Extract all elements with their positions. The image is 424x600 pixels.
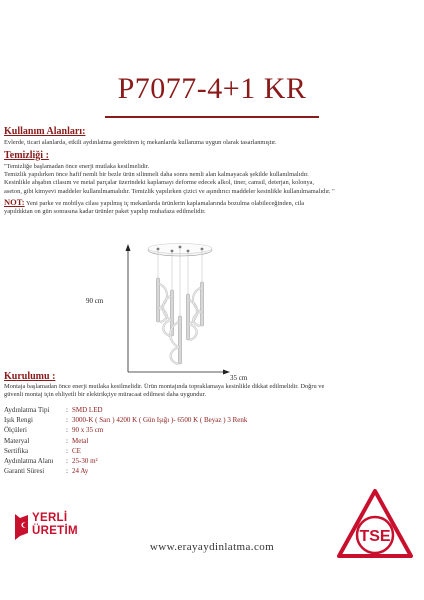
cleaning-line: Temizlik yapılırken önce hafif nemli bir bezle ürün silinmeli daha sonra nemli alan kalmayacak şekilde kullanılmalıdır.	[4, 171, 309, 179]
note-line: yapıldıktan on gün sonrasına kadar ürünler paket yapılıp muhafaza edilmelidir.	[4, 208, 206, 216]
spec-colon: :	[66, 406, 68, 414]
pendant-light	[163, 290, 174, 336]
spec-value: 25-30 m²	[72, 457, 98, 466]
pendant-light	[170, 316, 181, 364]
width-dimension-label: 35 cm	[230, 374, 248, 382]
spec-colon: :	[66, 457, 68, 466]
installation-text	[4, 383, 422, 399]
spec-label: Işık Rengi	[4, 416, 33, 425]
spec-label: Ölçüleri	[4, 426, 27, 435]
usage-heading: Kullanım Alanları:	[4, 126, 86, 137]
height-dimension-label: 90 cm	[86, 297, 104, 305]
cleaning-heading: Temizliği :	[4, 150, 49, 161]
title-underline	[105, 116, 319, 118]
height-arrow-top	[126, 244, 131, 251]
yerli-line: YERLİ	[32, 512, 68, 524]
spec-value: 3000-K ( Sarı ) 4200 K ( Gün Işığı )- 6500 K ( Beyaz ) 3 Renk	[72, 416, 248, 425]
product-title: P7077-4+1 KR	[117, 72, 307, 105]
note-line: Yeni parke ve mobilya cilası yapılmış iç mekanlarda ürünlerin kaplamalarında bozulma olabileceğinden, cila	[24, 200, 305, 207]
note-line-1	[4, 198, 422, 208]
spec-row	[4, 436, 247, 446]
spec-colon: :	[66, 467, 68, 476]
spec-value: SMD LED	[72, 406, 103, 414]
spec-row	[4, 456, 247, 466]
spec-row	[4, 466, 247, 476]
tse-logo-icon	[336, 488, 414, 560]
spec-row	[4, 425, 247, 435]
spec-colon: :	[66, 446, 68, 455]
spec-colon: :	[66, 416, 68, 425]
width-arrow-right	[223, 370, 230, 375]
spec-colon: :	[66, 426, 68, 435]
spec-label: Aydınlatma Alanı	[4, 457, 54, 466]
cleaning-text	[4, 163, 422, 196]
spec-value: 24 Ay	[72, 467, 89, 476]
note-heading: NOT:	[4, 197, 25, 207]
specs-table	[4, 405, 247, 476]
spec-label: Sertifika	[4, 446, 29, 455]
cleaning-line: "Temizliğe başlamadan önce enerji mutlaka kesilmelidir.	[4, 163, 150, 170]
flag-icon	[12, 512, 30, 542]
uretim-line: ÜRETİM	[32, 525, 78, 537]
spec-label: Aydınlatma Tipi	[4, 406, 50, 414]
pendant-light	[193, 282, 204, 326]
spec-row	[4, 415, 247, 425]
spec-colon: :	[66, 436, 68, 445]
installation-line: güvenli montaj için ehliyetli bir elektrikçiye müracaat edilmesi daha uygundur.	[4, 391, 206, 399]
tse-text: TSE	[359, 528, 391, 545]
ceiling-canopy	[148, 244, 212, 256]
installation-line: Montaja başlamadan önce enerji mutlaka kesilmelidir. Ürün montajında topraklamaya kesinlikle dikkat edilmelidir. Doğru ve	[4, 383, 325, 390]
spec-value: Metal	[72, 436, 89, 445]
website-url[interactable]: www.erayaydinlatma.com	[149, 541, 275, 553]
spec-value: CE	[72, 446, 81, 455]
cleaning-line: Kesinlikle ahşabın cilasım ve metal parçalar üzerindeki kaplamayı deforme edecek alkol, tiner, camsil, deterjan, kolonya,	[4, 179, 315, 187]
usage-text: Evlerde, ticari alanlarda, etkili aydınlatma gerektiren iç mekanlarda kullanıma uygun olarak tasarlanmıştır.	[4, 139, 277, 146]
spec-row	[4, 446, 247, 456]
note-block	[4, 198, 422, 216]
spec-label: Materyal	[4, 436, 30, 445]
yerli-uretim-text	[32, 512, 78, 538]
spec-label: Garanti Süresi	[4, 467, 45, 476]
pendant-light	[186, 294, 197, 340]
cleaning-line: aseton, gibi kimyevi maddeler kullanılmamalıdır. Temizlik yapılırken çizici ve aşındırıcı maddeler kesinlikle kullanılmamalıdır. "	[4, 187, 335, 195]
pendant-light	[156, 278, 167, 322]
spec-row	[4, 405, 247, 415]
spec-value: 90 x 35 cm	[72, 426, 104, 435]
installation-heading: Kurulumu :	[4, 371, 56, 382]
